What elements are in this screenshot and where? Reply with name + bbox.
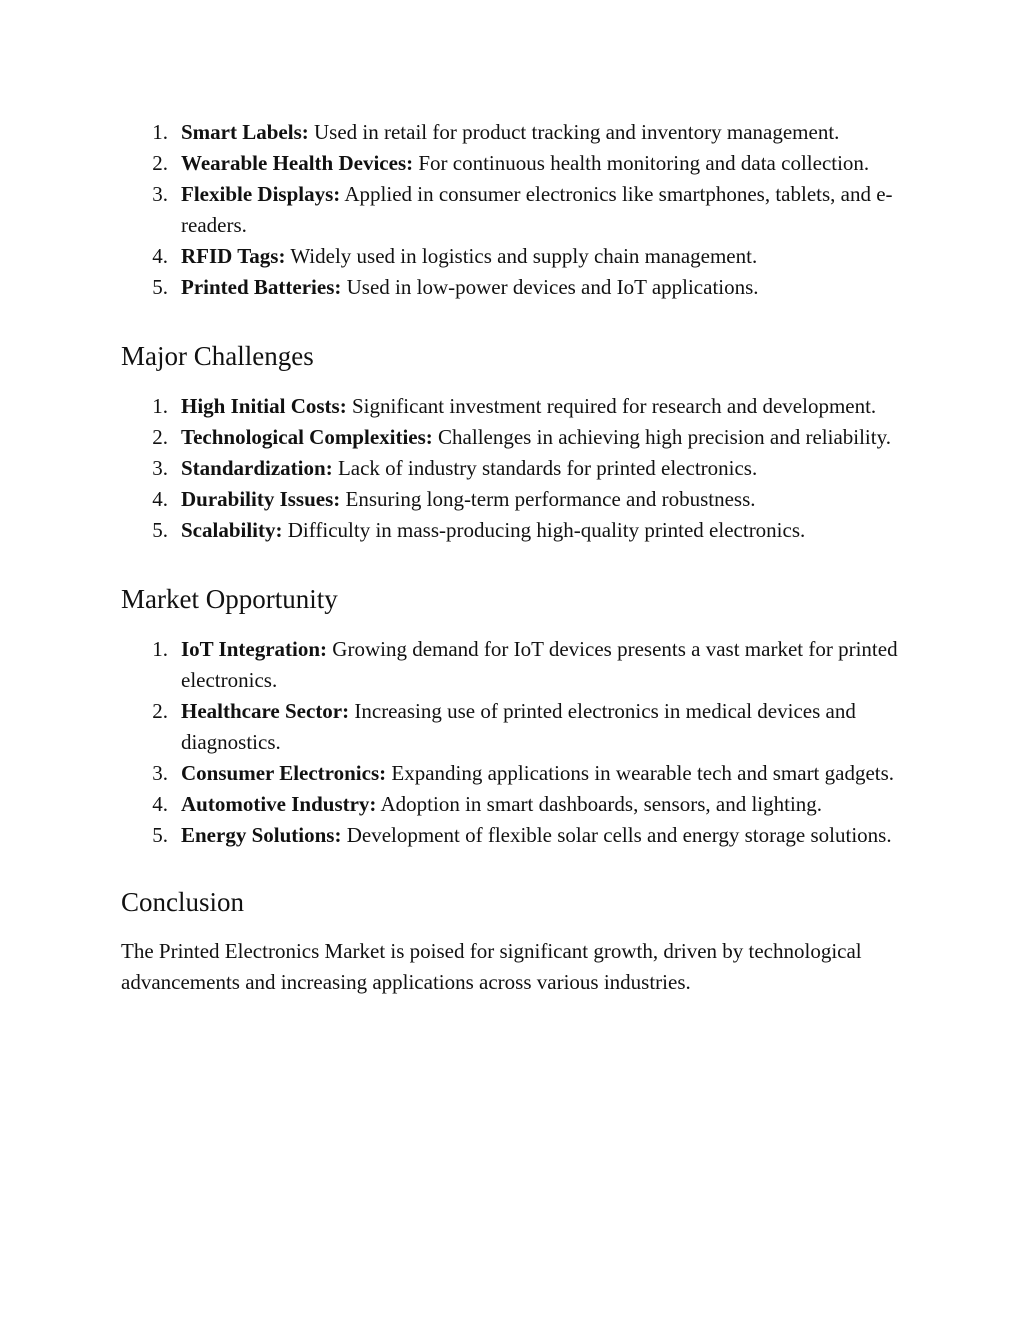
list-term: Technological Complexities: <box>181 425 433 449</box>
challenges-list <box>121 391 911 546</box>
document-page <box>121 117 911 998</box>
list-item <box>121 117 911 148</box>
list-text: For continuous health monitoring and data collection. <box>413 151 870 175</box>
opportunity-list <box>121 634 911 851</box>
list-term: Durability Issues: <box>181 487 341 511</box>
list-term: Automotive Industry: <box>181 792 377 816</box>
list-text: Increasing use of printed electronics in medical devices and diagnostics. <box>181 699 856 754</box>
list-item <box>121 789 911 820</box>
list-number: 5. <box>152 823 168 847</box>
list-item <box>121 422 911 453</box>
list-item <box>121 179 911 241</box>
list-number: 1. <box>152 120 168 144</box>
list-number: 5. <box>152 518 168 542</box>
section-heading: Conclusion <box>121 887 245 917</box>
list-number: 3. <box>152 456 168 480</box>
list-term: Healthcare Sector: <box>181 699 350 723</box>
section-heading: Market Opportunity <box>121 584 338 614</box>
conclusion-section <box>121 885 911 998</box>
list-number: 2. <box>152 151 168 175</box>
list-term: IoT Integration: <box>181 637 328 661</box>
list-text: Challenges in achieving high precision and reliability. <box>432 425 891 449</box>
list-number: 1. <box>152 637 168 661</box>
list-term: Scalability: <box>181 518 283 542</box>
list-item <box>121 758 911 789</box>
list-text: Growing demand for IoT devices presents a vast market for printed electronics. <box>181 637 898 692</box>
list-term: RFID Tags: <box>181 244 286 268</box>
section-heading: Major Challenges <box>121 341 314 371</box>
list-term: High Initial Costs: <box>181 394 347 418</box>
list-item <box>121 484 911 515</box>
list-text: Used in retail for product tracking and inventory management. <box>308 120 840 144</box>
list-term: Consumer Electronics: <box>181 761 387 785</box>
list-term: Smart Labels: <box>181 120 309 144</box>
list-number: 2. <box>152 699 168 723</box>
list-number: 3. <box>152 761 168 785</box>
list-text: Widely used in logistics and supply chain management. <box>285 244 758 268</box>
list-item <box>121 391 911 422</box>
opportunity-section <box>121 582 911 851</box>
list-text: Adoption in smart dashboards, sensors, and lighting. <box>376 792 823 816</box>
list-term: Printed Batteries: <box>181 275 342 299</box>
list-item <box>121 820 911 851</box>
challenges-section <box>121 339 911 546</box>
list-text: Development of flexible solar cells and energy storage solutions. <box>341 823 892 847</box>
list-number: 4. <box>152 244 168 268</box>
list-number: 1. <box>152 394 168 418</box>
list-text: Lack of industry standards for printed electronics. <box>332 456 758 480</box>
list-number: 4. <box>152 487 168 511</box>
list-item <box>121 241 911 272</box>
list-text: Ensuring long-term performance and robustness. <box>340 487 756 511</box>
list-term: Standardization: <box>181 456 333 480</box>
list-text: Significant investment required for research and development. <box>346 394 877 418</box>
list-term: Flexible Displays: <box>181 182 341 206</box>
list-item <box>121 148 911 179</box>
list-text: Used in low-power devices and IoT applications. <box>341 275 759 299</box>
list-text: Applied in consumer electronics like smartphones, tablets, and e-readers. <box>181 182 893 237</box>
list-item <box>121 453 911 484</box>
list-number: 4. <box>152 792 168 816</box>
list-text: Difficulty in mass-producing high-quality printed electronics. <box>282 518 806 542</box>
list-text: Expanding applications in wearable tech and smart gadgets. <box>386 761 895 785</box>
list-item <box>121 515 911 546</box>
list-number: 3. <box>152 182 168 206</box>
list-number: 5. <box>152 275 168 299</box>
list-item <box>121 634 911 696</box>
list-term: Wearable Health Devices: <box>181 151 414 175</box>
conclusion-paragraph: The Printed Electronics Market is poised for significant growth, driven by technological advancements and increasing applications across various industries. <box>121 939 862 994</box>
list-item <box>121 272 911 303</box>
list-number: 2. <box>152 425 168 449</box>
list-item <box>121 696 911 758</box>
list-term: Energy Solutions: <box>181 823 342 847</box>
applications-list <box>121 117 911 303</box>
